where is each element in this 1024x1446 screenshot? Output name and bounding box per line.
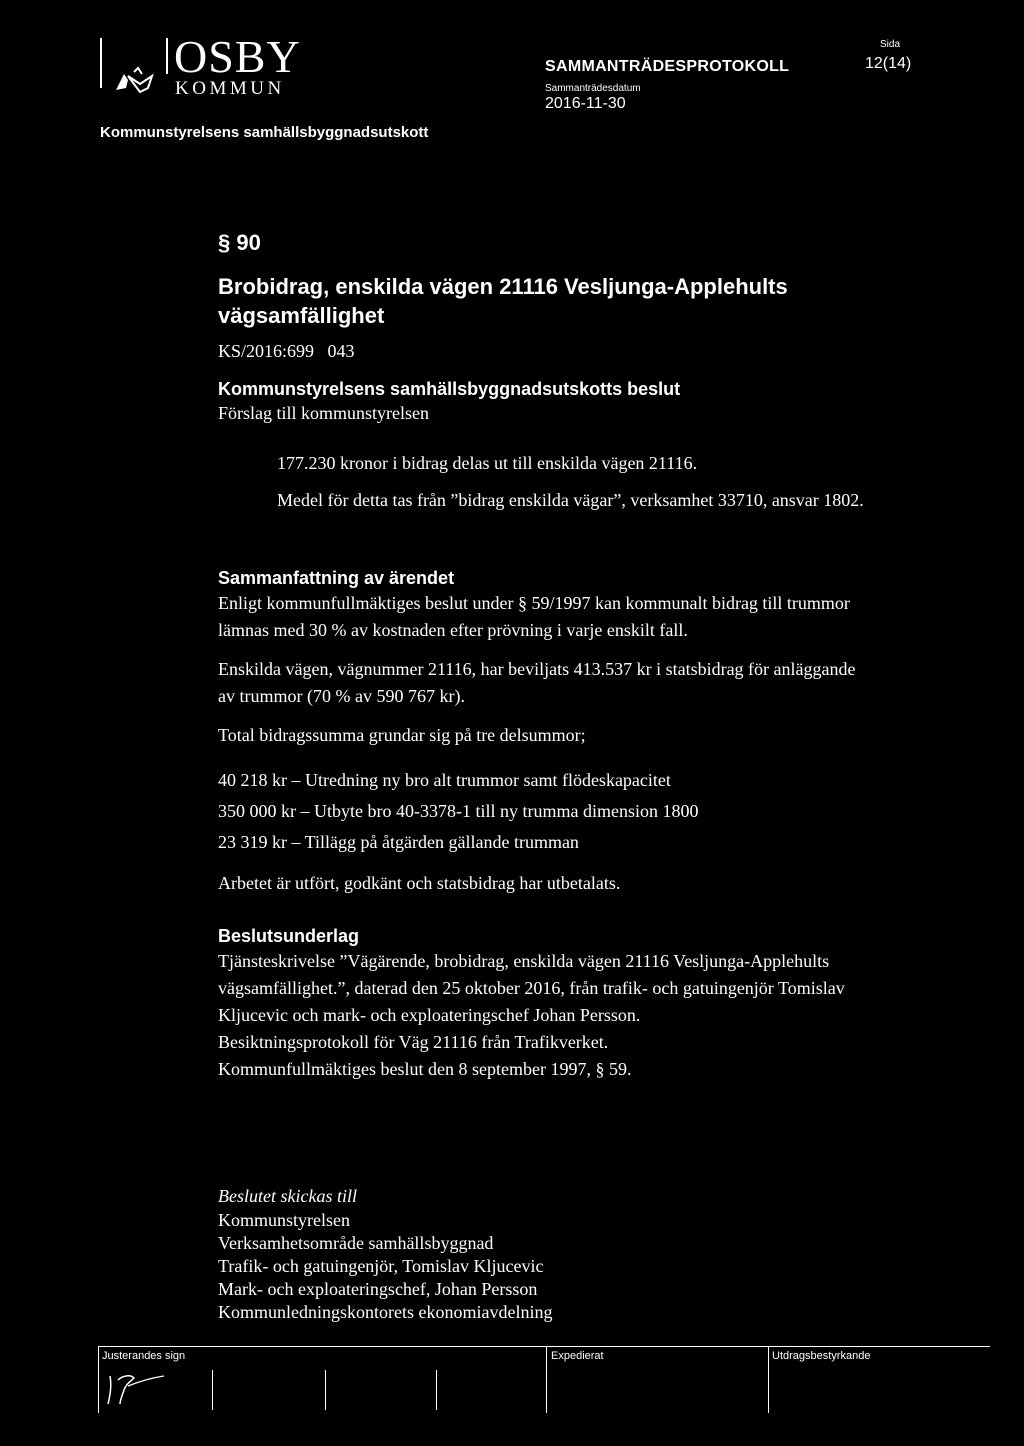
basis-paragraph: Kommunfullmäktiges beslut den 8 september 1997, § 59. — [218, 1059, 632, 1079]
decision-item: 177.230 kronor i bidrag delas ut till enskilda vägen 21116. — [277, 453, 698, 473]
page-label: Sida — [880, 39, 901, 50]
cost-line-item: 40 218 kr – Utredning ny bro alt trummor samt flödeskapacitet — [218, 770, 671, 790]
meeting-date: 2016-11-30 — [545, 95, 626, 112]
section-number: § 90 — [218, 230, 261, 255]
footer-divider — [546, 1347, 547, 1413]
summary-paragraph: Enskilda vägen, vägnummer 21116, har beviljats 413.537 kr i statsbidrag för anläggande av trummor (70 % av 590 767 kr). — [218, 659, 856, 706]
case-number: KS/2016:699 043 — [218, 341, 355, 361]
extract-label: Utdragsbestyrkande — [772, 1350, 871, 1362]
summary-heading: Sammanfattning av ärendet — [218, 568, 455, 588]
cost-line-item: 350 000 kr – Utbyte bro 40-3378-1 till ny trumma dimension 1800 — [218, 801, 699, 821]
logo-wordmark: OSBY — [174, 31, 301, 82]
recipient: Kommunledningskontorets ekonomiavdelning — [218, 1302, 553, 1322]
footer-divider — [436, 1370, 437, 1410]
committee-name: Kommunstyrelsens samhällsbyggnadsutskott — [100, 124, 429, 141]
basis-paragraph: Besiktningsprotokoll för Väg 21116 från Trafikverket. — [218, 1032, 609, 1052]
page-number: 12(14) — [865, 55, 912, 72]
osby-logo-icon — [112, 66, 158, 94]
cost-line-item: 23 319 kr – Tillägg på åtgärden gällande trumman — [218, 832, 579, 852]
footer-divider — [98, 1347, 99, 1413]
footer-divider — [768, 1347, 769, 1413]
decision-item: Medel för detta tas från ”bidrag enskilda vägar”, verksamhet 33710, ansvar 1802. — [277, 490, 864, 510]
decision-heading: Kommunstyrelsens samhällsbyggnadsutskotts beslut — [218, 379, 681, 399]
decision-subheading: Förslag till kommunstyrelsen — [218, 403, 429, 423]
summary-body — [218, 590, 858, 909]
summary-paragraph: Enligt kommunfullmäktiges beslut under § 59/1997 kan kommunalt bidrag till trummor lämnas med 30 % av kostnaden efter prövning i varje enskilt fall. — [218, 593, 850, 640]
basis-body — [218, 948, 858, 1083]
footer-divider — [212, 1370, 213, 1410]
logo-subtitle: KOMMUN — [175, 78, 285, 99]
sign-label: Justerandes sign — [102, 1350, 186, 1362]
send-to-heading: Beslutet skickas till — [218, 1186, 357, 1206]
basis-paragraph: Tjänsteskrivelse ”Vägärende, brobidrag, enskilda vägen 21116 Vesljunga-Applehults vägsamfällighet.”, daterad den 25 oktober 2016, från trafik- och gatuingenjör Tomislav Kljucevic och mark- och exploateringschef Johan Persson. — [218, 951, 845, 1025]
signature-initials — [104, 1370, 168, 1408]
footer-rule — [98, 1346, 990, 1347]
recipient: Trafik- och gatuingenjör, Tomislav Kljucevic — [218, 1256, 544, 1276]
recipient: Kommunstyrelsen — [218, 1210, 350, 1230]
basis-heading: Beslutsunderlag — [218, 926, 360, 946]
recipient: Mark- och exploateringschef, Johan Persson — [218, 1279, 538, 1299]
summary-closing: Arbetet är utfört, godkänt och statsbidrag har utbetalats. — [218, 873, 621, 893]
decision-items — [277, 450, 917, 524]
summary-paragraph: Total bidragssumma grundar sig på tre delsummor; — [218, 725, 586, 745]
dispatched-label: Expedierat — [551, 1350, 604, 1362]
logo-divider-inner — [166, 38, 168, 74]
logo-divider — [100, 38, 102, 88]
footer-divider — [325, 1370, 326, 1410]
document-type: SAMMANTRÄDESPROTOKOLL — [545, 58, 790, 75]
recipient: Verksamhetsområde samhällsbyggnad — [218, 1233, 494, 1253]
meeting-date-label: Sammanträdesdatum — [545, 83, 641, 94]
send-to-list — [218, 1209, 552, 1324]
section-title: Brobidrag, enskilda vägen 21116 Vesljunga-Applehults vägsamfällighet — [218, 274, 788, 328]
